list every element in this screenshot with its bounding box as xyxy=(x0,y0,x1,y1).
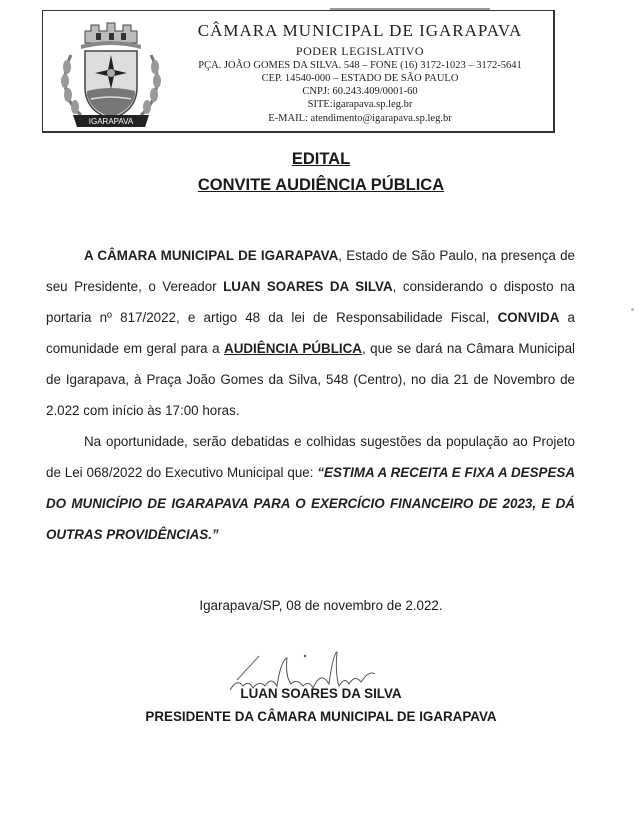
text-span: Na oportunidade, serão debatidas e colhidas sugestões da população ao Projeto de Lei 068/2022 do Executivo Municipal que: xyxy=(46,434,575,480)
crest-banner-text: IGARAPAVA xyxy=(88,117,134,126)
email: E-MAIL: atendimento@igarapava.sp.leg.br xyxy=(268,112,452,124)
cnpj: CNPJ: 60.243.409/0001-60 xyxy=(302,86,418,98)
branch-name: PODER LEGISLATIVO xyxy=(295,44,425,58)
bold-audiencia-publica: AUDIÊNCIA PÚBLICA xyxy=(224,341,362,356)
document-title: EDITAL xyxy=(291,150,351,168)
signer-name: LUAN SOARES DA SILVA xyxy=(240,686,402,701)
paragraph-invitation xyxy=(46,240,575,426)
letterhead xyxy=(42,10,555,133)
coat-of-arms-icon xyxy=(51,15,171,131)
body xyxy=(46,240,575,550)
scan-speck xyxy=(631,308,634,311)
institution-name: CÂMARA MUNICIPAL DE IGARAPAVA xyxy=(197,21,523,40)
bold-president-name: LUAN SOARES DA SILVA xyxy=(223,279,393,294)
bold-institution: A CÂMARA MUNICIPAL DE IGARAPAVA xyxy=(84,248,339,263)
signer-role: PRESIDENTE DA CÂMARA MUNICIPAL DE IGARAPAVA xyxy=(145,709,497,724)
paragraph-project xyxy=(46,426,575,550)
text-span: a comunidade em geral para a xyxy=(46,310,575,356)
text-span: , que se dará na Câmara Municipal de Igarapava, à Praça João Gomes da Silva, 548 (Centro), no dia 21 de Novembro de 2.022 com início às 17:00 horas. xyxy=(46,341,575,418)
address-phone: PÇA. JOÃO GOMES DA SILVA. 548 – FONE (16) 3172-1023 – 3172-5641 xyxy=(198,60,522,71)
cep-state: CEP. 14540-000 – ESTADO DE SÃO PAULO xyxy=(261,73,459,84)
letterhead-text xyxy=(171,21,549,125)
text-span: , considerando o disposto na portaria nº 817/2022, e artigo 48 da lei de Responsabilidade Fiscal, xyxy=(46,279,575,325)
project-quote: “ESTIMA A RECEITA E FIXA A DESPESA DO MUNICÍPIO DE IGARAPAVA PARA O EXERCÍCIO FINANCEIRO DE 2023, E DÁ OUTRAS PROVIDÊNCIAS.” xyxy=(46,465,575,542)
bold-convida: CONVIDA xyxy=(497,310,560,325)
document-subtitle: CONVITE AUDIÊNCIA PÚBLICA xyxy=(197,176,445,194)
text-span: , Estado de São Paulo, na presença de seu Presidente, o Vereador xyxy=(46,248,576,294)
site: SITE:igarapava.sp.leg.br xyxy=(307,99,413,111)
place-date: Igarapava/SP, 08 de novembro de 2.022. xyxy=(199,598,443,613)
